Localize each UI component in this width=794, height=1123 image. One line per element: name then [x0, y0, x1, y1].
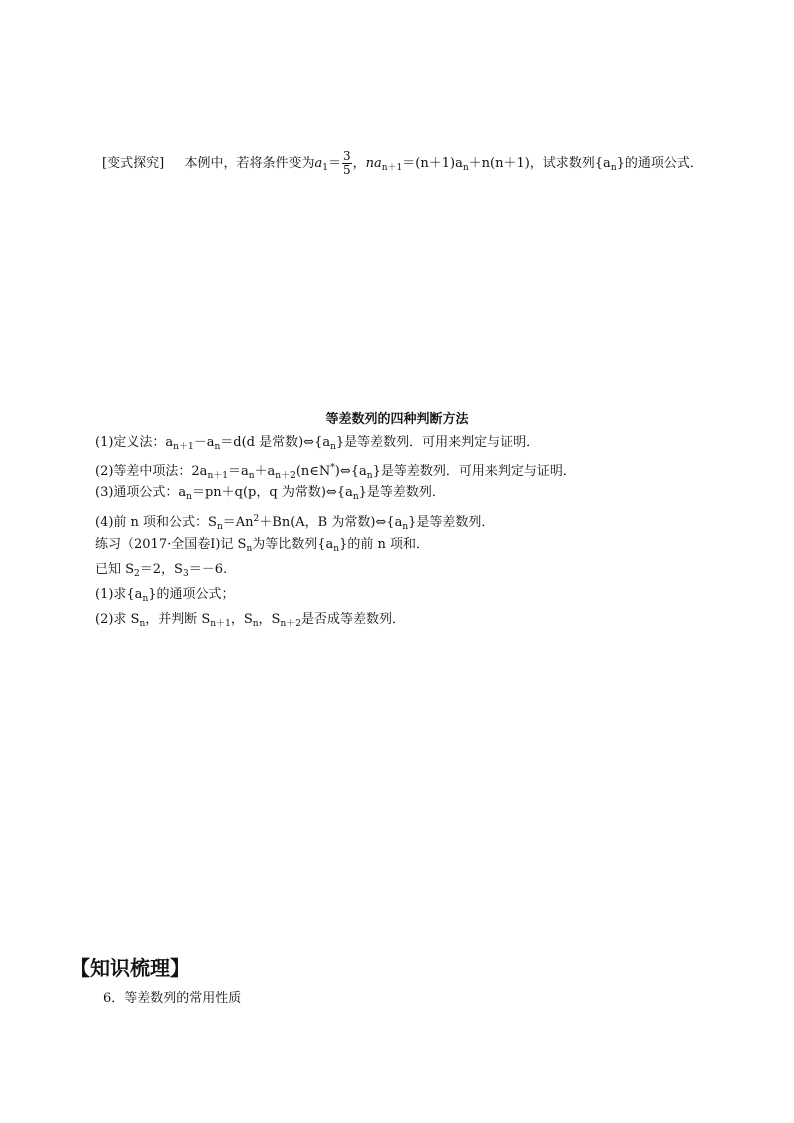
method-3: (3)通项公式：$a_n=pn+q(p$，q 为常数)$\Leftrightarrow\{a_n\}$是等差数列． [95, 485, 445, 502]
section-heading: 【知识梳理】 [70, 956, 190, 980]
variant-tag: [变式探究] [102, 156, 165, 171]
exercise-line-1: 练习（2017·全国卷Ⅰ)记 $S_n$为等比数列$\{a_n\}$的前 n 项和． [95, 537, 430, 554]
method-4: (4)前 n 项和公式：$S_n=An^2+Bn(A$，B 为常数)$\Leftrightarrow\{a_n\}$是等差数列． [95, 514, 495, 532]
exercise-line-3: (1)求$\{a_n\}$的通项公式； [95, 587, 235, 604]
method-1: (1)定义法：$a_{n+1}-a_n=d(d$ 是常数)$\Leftrightarrow\{a_n\}$是等差数列．可用来判定与证明． [95, 435, 540, 452]
method-2: (2)等差中项法：$2a_{n+1}=a_n+a_{n+2}(n\in N^*)\Leftrightarrow\{a_n\}$是等差数列．可用来判定与证明． [95, 463, 576, 481]
variant-question: [变式探究] 本例中，若将条件变为$a_1=$ $\frac{3}{5}$ ，$na_{n+1}=(n+1)a_n+n(n+1)$，试求数列$\{a_n\}$的通项公式． [102, 149, 703, 177]
knowledge-item-6: 6．等差数列的常用性质 [103, 991, 242, 1006]
fraction: $\frac{3}{5}$ [342, 149, 351, 177]
exercise-line-2: 已知 $S_2=2$，$S_3=-6$. [95, 562, 228, 579]
methods-title: 等差数列的四种判断方法 [325, 412, 469, 427]
exercise-line-4: (2)求 $S_n$，并判断 $S_{n+1}$，$S_n$，$S_{n+2}$是否成等差数列． [95, 612, 405, 629]
